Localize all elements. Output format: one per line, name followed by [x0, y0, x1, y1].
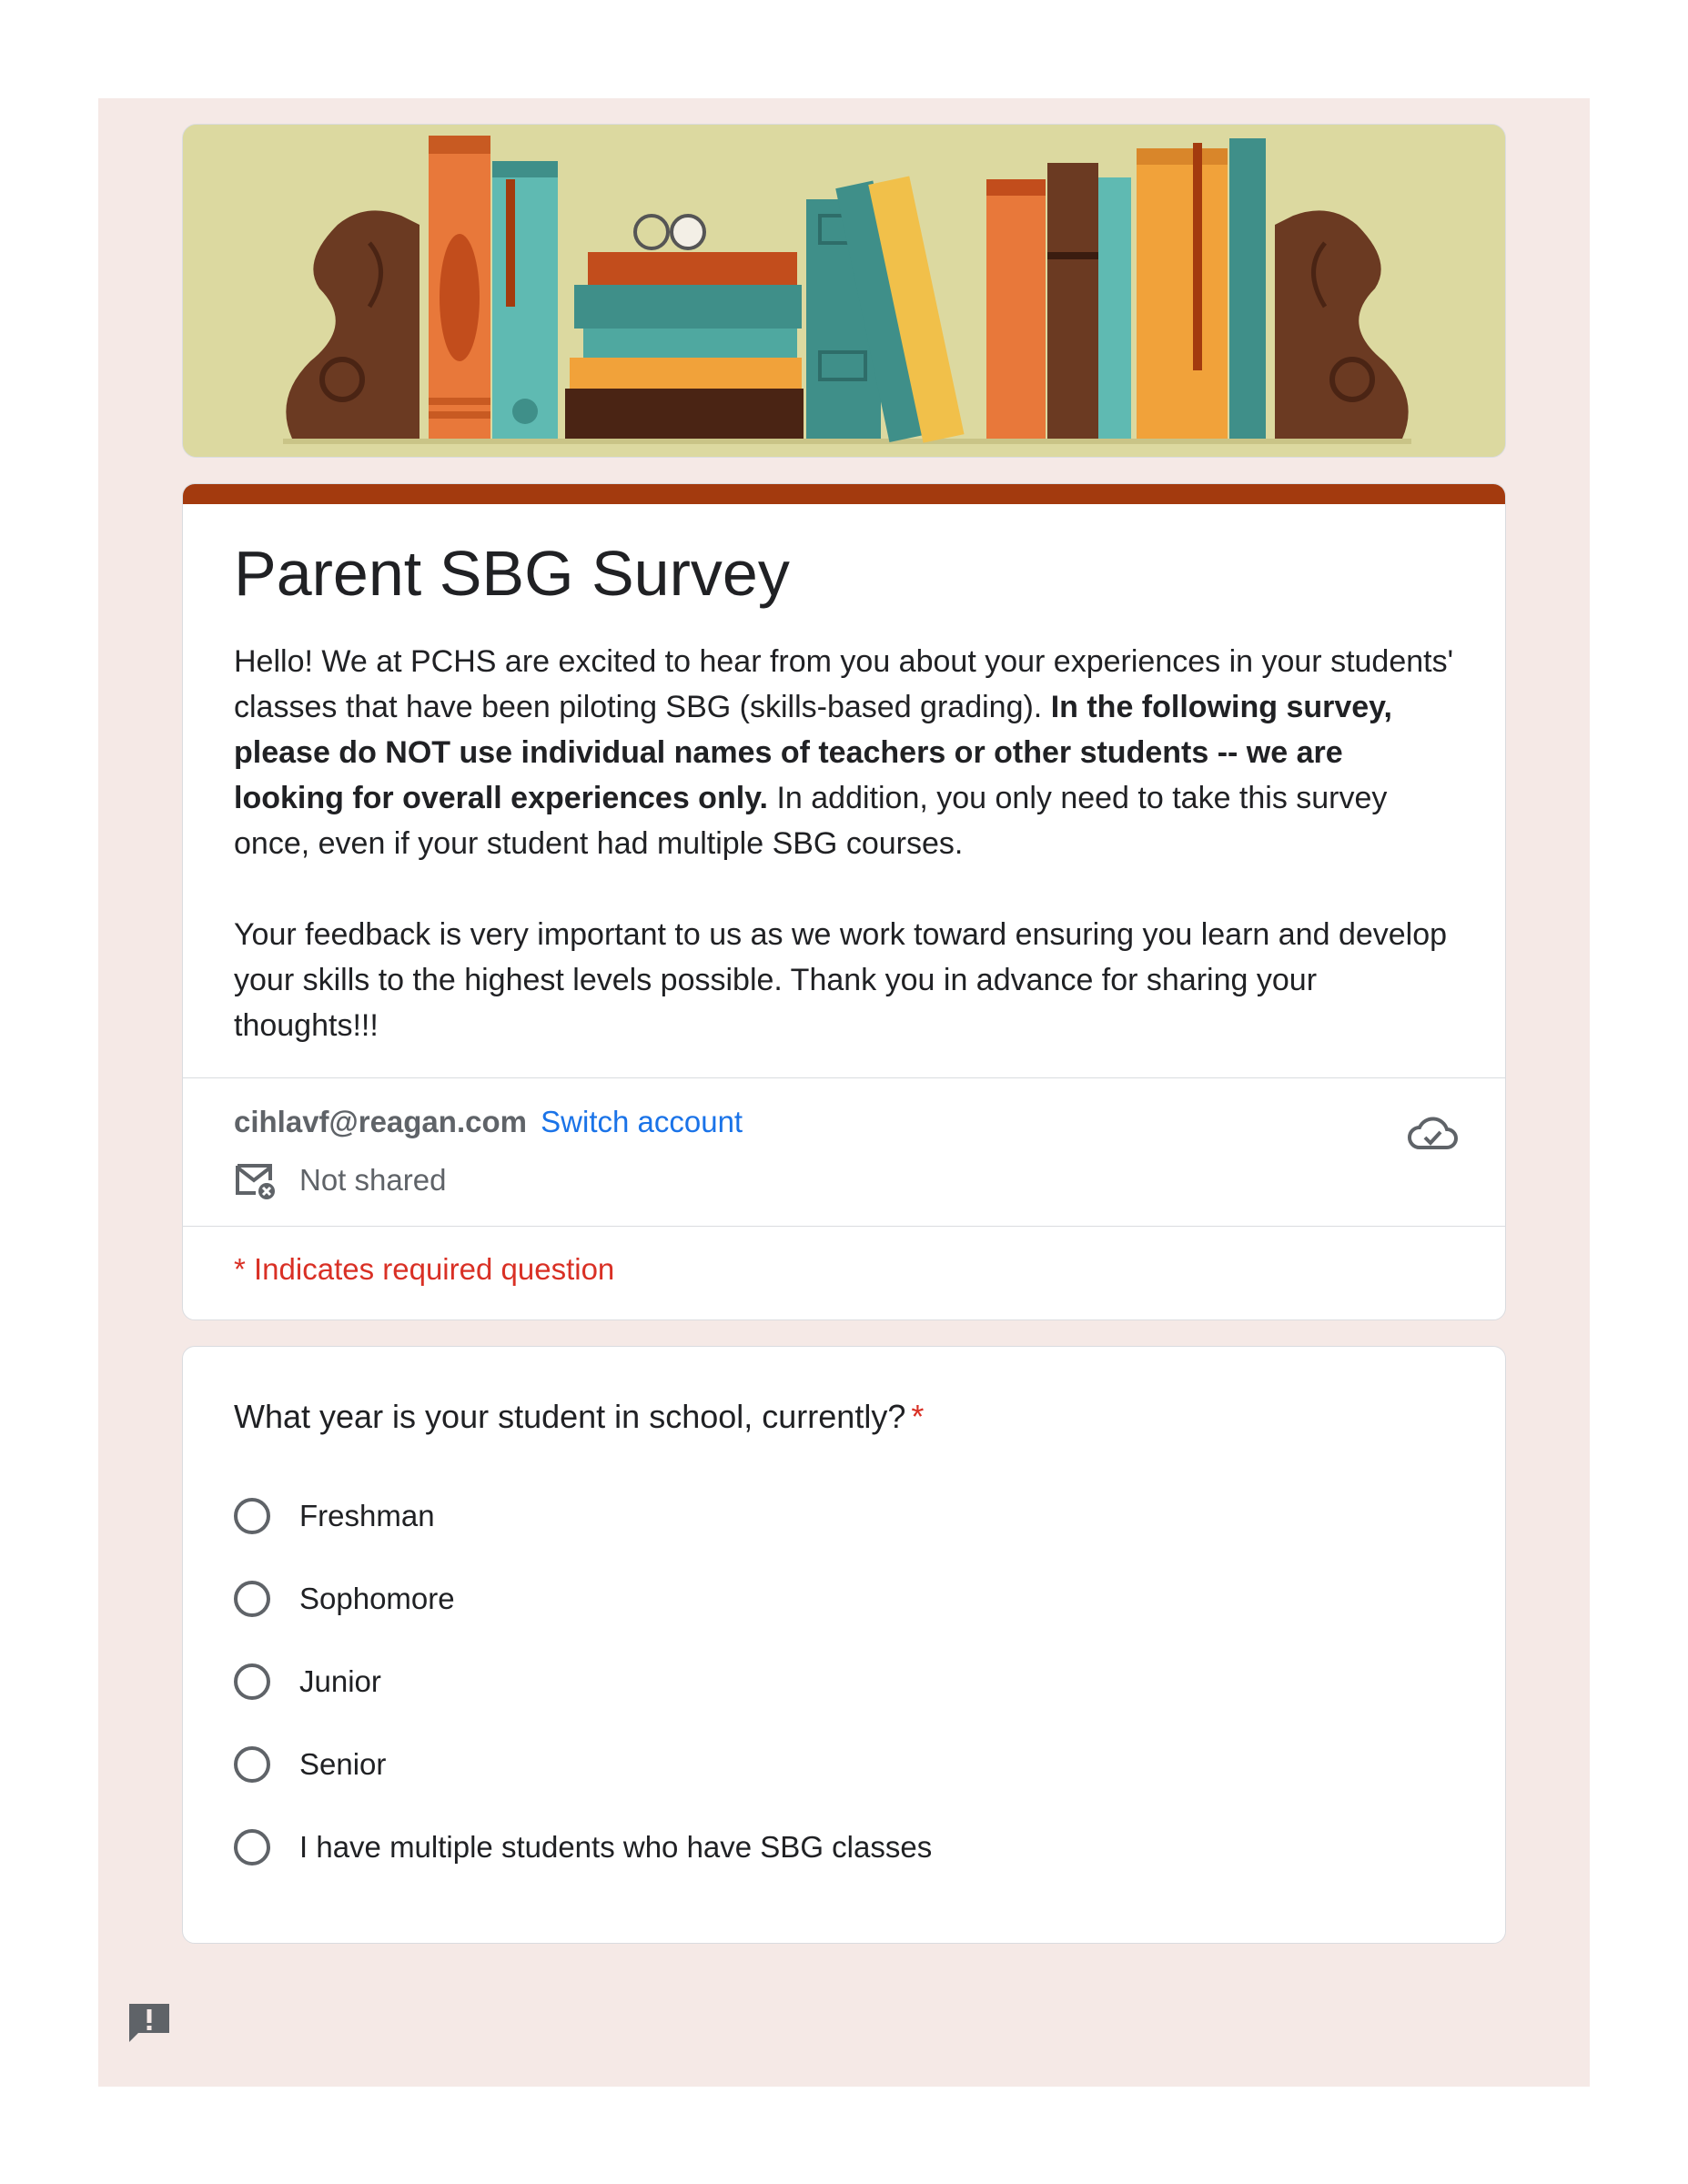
radio-button[interactable]	[234, 1829, 270, 1866]
radio-option-multiple-students[interactable]	[234, 1805, 1454, 1888]
account-line	[234, 1102, 1454, 1142]
shared-status-text: Not shared	[299, 1163, 447, 1197]
radio-option-senior[interactable]	[234, 1723, 1454, 1805]
description-outro: In addition, you only need to take this survey once, even if your student had multiple SBG courses.	[234, 781, 1388, 861]
form-container	[182, 124, 1506, 1944]
question-title	[234, 1398, 1454, 1436]
question-text: What year is your student in school, currently?	[234, 1398, 906, 1435]
option-label: Sophomore	[299, 1581, 455, 1615]
radio-option-junior[interactable]	[234, 1640, 1454, 1723]
radio-button[interactable]	[234, 1663, 270, 1700]
option-label: Junior	[299, 1663, 381, 1698]
cloud-saved-icon	[1407, 1109, 1458, 1155]
radio-button[interactable]	[234, 1581, 270, 1617]
radio-button[interactable]	[234, 1746, 270, 1783]
option-label: Senior	[299, 1746, 387, 1781]
form-description	[234, 639, 1454, 1048]
title-section	[183, 504, 1505, 1077]
switch-account-link[interactable]: Switch account	[541, 1105, 743, 1138]
description-bold-notice: In the following survey, please do NOT use individual names of teachers or other students -- we are looking for overall experiences only.	[234, 690, 1392, 815]
description-paragraph-1	[234, 639, 1454, 866]
bookshelf-illustration	[183, 125, 1506, 458]
required-note: * Indicates required question	[234, 1252, 615, 1286]
title-accent-bar	[183, 484, 1505, 504]
option-label: Freshman	[299, 1498, 435, 1532]
radio-button[interactable]	[234, 1498, 270, 1534]
header-banner	[182, 124, 1506, 458]
radio-option-freshman[interactable]	[234, 1474, 1454, 1557]
required-asterisk: *	[911, 1398, 925, 1435]
description-intro: Hello! We at PCHS are excited to hear from you about your experiences in your students' classes that have been piloting SBG (skills-based grading).	[234, 644, 1454, 724]
form-header-card	[182, 483, 1506, 1320]
option-label: I have multiple students who have SBG classes	[299, 1829, 933, 1864]
question-card	[182, 1346, 1506, 1944]
account-email: cihlavf@reagan.com	[234, 1105, 527, 1138]
mail-x-icon	[234, 1160, 278, 1200]
radio-group	[234, 1474, 1454, 1888]
description-paragraph-2: Your feedback is very important to us as we work toward ensuring you learn and develop your skills to the highest levels possible. Thank you in advance for sharing your thoughts!!!	[234, 917, 1448, 1043]
form-title: Parent SBG Survey	[234, 538, 790, 609]
radio-option-sophomore[interactable]	[234, 1557, 1454, 1640]
account-section	[183, 1078, 1505, 1226]
report-feedback-icon[interactable]	[126, 2000, 173, 2046]
shared-status-line	[234, 1160, 1454, 1200]
